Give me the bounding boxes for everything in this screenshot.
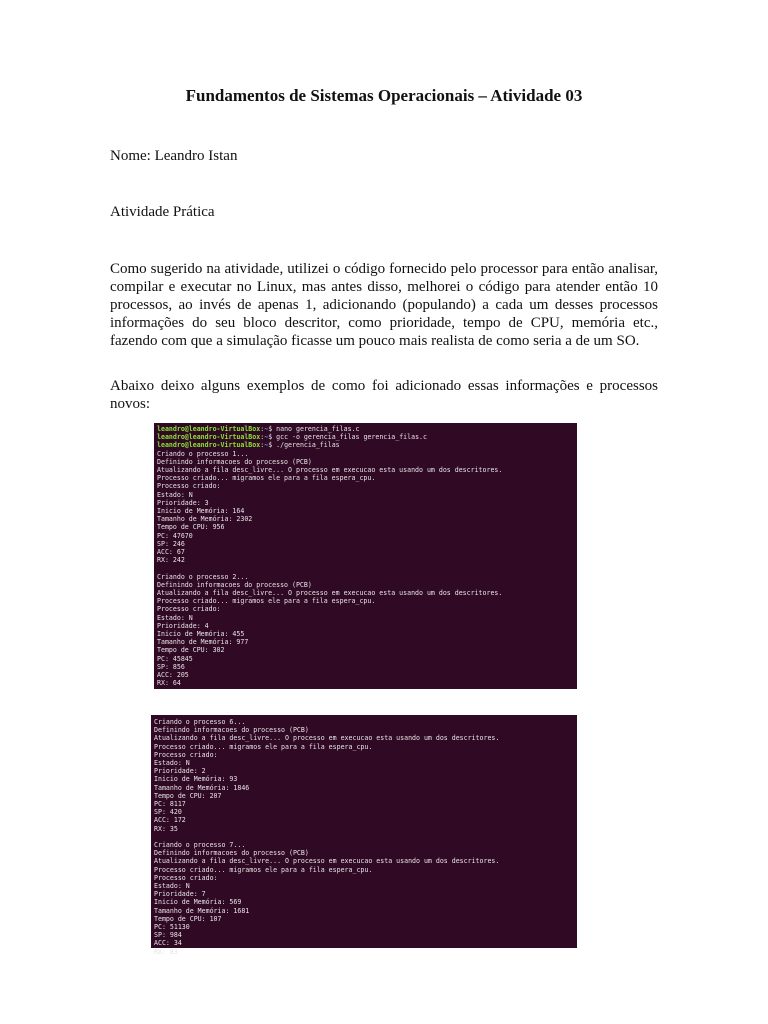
terminal-prompt-line <box>157 441 574 449</box>
terminal-output-line: RX: 242 <box>157 556 185 565</box>
terminal-output-line: Processo criado: <box>154 750 218 759</box>
terminal-output-line: Atualizando a fila desc_livre... O processo em execucao esta usando um dos descritores. <box>154 734 500 743</box>
terminal-output-line: Prioridade: 7 <box>154 890 206 899</box>
prompt-separator: : <box>260 441 265 450</box>
prompt-path: ~ <box>264 433 269 442</box>
terminal-output-line: SP: 856 <box>157 662 185 671</box>
prompt-user: leandro@leandro-VirtualBox <box>157 433 261 442</box>
prompt-path: ~ <box>264 425 269 433</box>
terminal-output-line: Definindo informacoes do processo (PCB) <box>157 457 312 466</box>
terminal-output-line: Atualizando a fila desc_livre... O processo em execucao esta usando um dos descritores. <box>157 466 503 475</box>
terminal-output-line: Processo criado: <box>157 482 221 491</box>
terminal-output-line: PC: 47670 <box>157 531 193 540</box>
prompt-separator: : <box>260 433 265 442</box>
terminal-output-line: Estado: N <box>157 613 193 622</box>
terminal-output-line: Criando o processo 1... <box>157 449 249 458</box>
terminal-output-line: ACC: 34 <box>154 939 182 948</box>
terminal-output-line: Criando o processo 2... <box>157 572 249 581</box>
body-paragraph-2: Abaixo deixo alguns exemplos de como foi adicionado essas informações e processos novos: <box>110 378 658 412</box>
terminal-output-line: PC: 51130 <box>154 923 190 932</box>
terminal-output-line: Definindo informacoes do processo (PCB) <box>157 580 312 589</box>
terminal-screenshot-2 <box>151 715 577 956</box>
terminal-output-line: RX: 83 <box>154 947 178 956</box>
terminal-output-line: Tempo de CPU: 956 <box>157 523 225 532</box>
terminal-output-line: ACC: 205 <box>157 671 189 680</box>
terminal-output-line: Processo criado... migramos ele para a fila espera_cpu. <box>157 474 376 483</box>
terminal-output-line: Inicio de Memória: 455 <box>157 630 245 639</box>
author-name: Nome: Leandro Istan <box>110 148 238 164</box>
terminal-prompt-line <box>157 425 574 433</box>
document-title: Fundamentos de Sistemas Operacionais – Atividade 03 <box>185 86 583 105</box>
terminal-screenshot-1 <box>154 423 577 689</box>
terminal-output-line: Processo criado... migramos ele para a fila espera_cpu. <box>154 742 373 751</box>
terminal-output-process-7 <box>154 841 574 956</box>
terminal-output-line: SP: 246 <box>157 539 185 548</box>
terminal-output-line: Definindo informacoes do processo (PCB) <box>154 849 309 858</box>
terminal-output-line: Atualizando a fila desc_livre... O processo em execucao esta usando um dos descritores. <box>154 857 500 866</box>
terminal-output-line: Definindo informacoes do processo (PCB) <box>154 726 309 735</box>
prompt-command: $ nano gerencia_filas.c <box>268 425 360 433</box>
terminal-output-line: SP: 420 <box>154 808 182 817</box>
terminal-prompt-line <box>157 433 574 441</box>
terminal-output-line: Criando o processo 6... <box>154 718 246 726</box>
prompt-separator: : <box>260 425 265 433</box>
terminal-output-line: Inicio de Memória: 164 <box>157 507 245 516</box>
terminal-output-line: RX: 35 <box>154 824 178 833</box>
terminal-output-line: Tamanho de Memória: 977 <box>157 638 249 647</box>
terminal-output-line: Tempo de CPU: 207 <box>154 791 222 800</box>
terminal-output-line: Tempo de CPU: 107 <box>154 914 222 923</box>
terminal-output-line: Prioridade: 3 <box>157 498 209 507</box>
terminal-output-line: Criando o processo 7... <box>154 841 246 850</box>
section-heading: Atividade Prática <box>110 204 215 220</box>
terminal-output-line: Processo criado: <box>154 873 218 882</box>
body-paragraph-1: Como sugerido na atividade, utilizei o código fornecido pelo processor para então analisar, compilar e executar no Linux, mas antes disso, melhorei o código para atender então 10 processos, ao invés de apenas 1, adicionando (populando) a cada um desses processos informações do seu bloco descritor, como prioridade, tempo de CPU, memória etc., fazendo com que a simulação ficasse um pouco mais realista de como seria a de um SO. <box>110 261 658 349</box>
terminal-output-line: ACC: 67 <box>157 548 185 557</box>
terminal-output-line: RX: 64 <box>157 679 181 688</box>
terminal-output-process-6 <box>154 718 574 833</box>
prompt-path: ~ <box>264 441 269 450</box>
terminal-output-process-2 <box>157 573 574 688</box>
terminal-prompts <box>157 425 574 450</box>
terminal-output-line: Estado: N <box>157 490 193 499</box>
terminal-output-line: Tamanho de Memória: 1681 <box>154 906 250 915</box>
terminal-output-line: Processo criado: <box>157 605 221 614</box>
terminal-output-line: Estado: N <box>154 882 190 891</box>
terminal-output-line: PC: 8117 <box>154 800 186 809</box>
terminal-output-line: Estado: N <box>154 759 190 768</box>
terminal-output-line: Processo criado... migramos ele para a fila espera_cpu. <box>157 597 376 606</box>
prompt-command: $ gcc -o gerencia_filas gerencia_filas.c <box>268 433 427 442</box>
terminal-output-line: Inicio de Memória: 569 <box>154 898 242 907</box>
terminal-output-line: SP: 984 <box>154 931 182 940</box>
terminal-output-line: Tamanho de Memória: 1846 <box>154 783 250 792</box>
terminal-output-process-1 <box>157 450 574 565</box>
prompt-command: $ ./gerencia_filas <box>268 441 340 450</box>
terminal-output-line: Processo criado... migramos ele para a fila espera_cpu. <box>154 865 373 874</box>
terminal-output-line: Prioridade: 2 <box>154 767 206 776</box>
terminal-output-line: ACC: 172 <box>154 816 186 825</box>
prompt-user: leandro@leandro-VirtualBox <box>157 441 261 450</box>
terminal-output-line: Tamanho de Memória: 2302 <box>157 515 253 524</box>
terminal-output-line: PC: 45845 <box>157 654 193 663</box>
terminal-output-line: Prioridade: 4 <box>157 621 209 630</box>
terminal-output-line: Atualizando a fila desc_livre... O processo em execucao esta usando um dos descritores. <box>157 589 503 598</box>
terminal-output-line: Inicio de Memória: 93 <box>154 775 238 784</box>
prompt-user: leandro@leandro-VirtualBox <box>157 425 261 433</box>
terminal-output-line: Tempo de CPU: 302 <box>157 646 225 655</box>
